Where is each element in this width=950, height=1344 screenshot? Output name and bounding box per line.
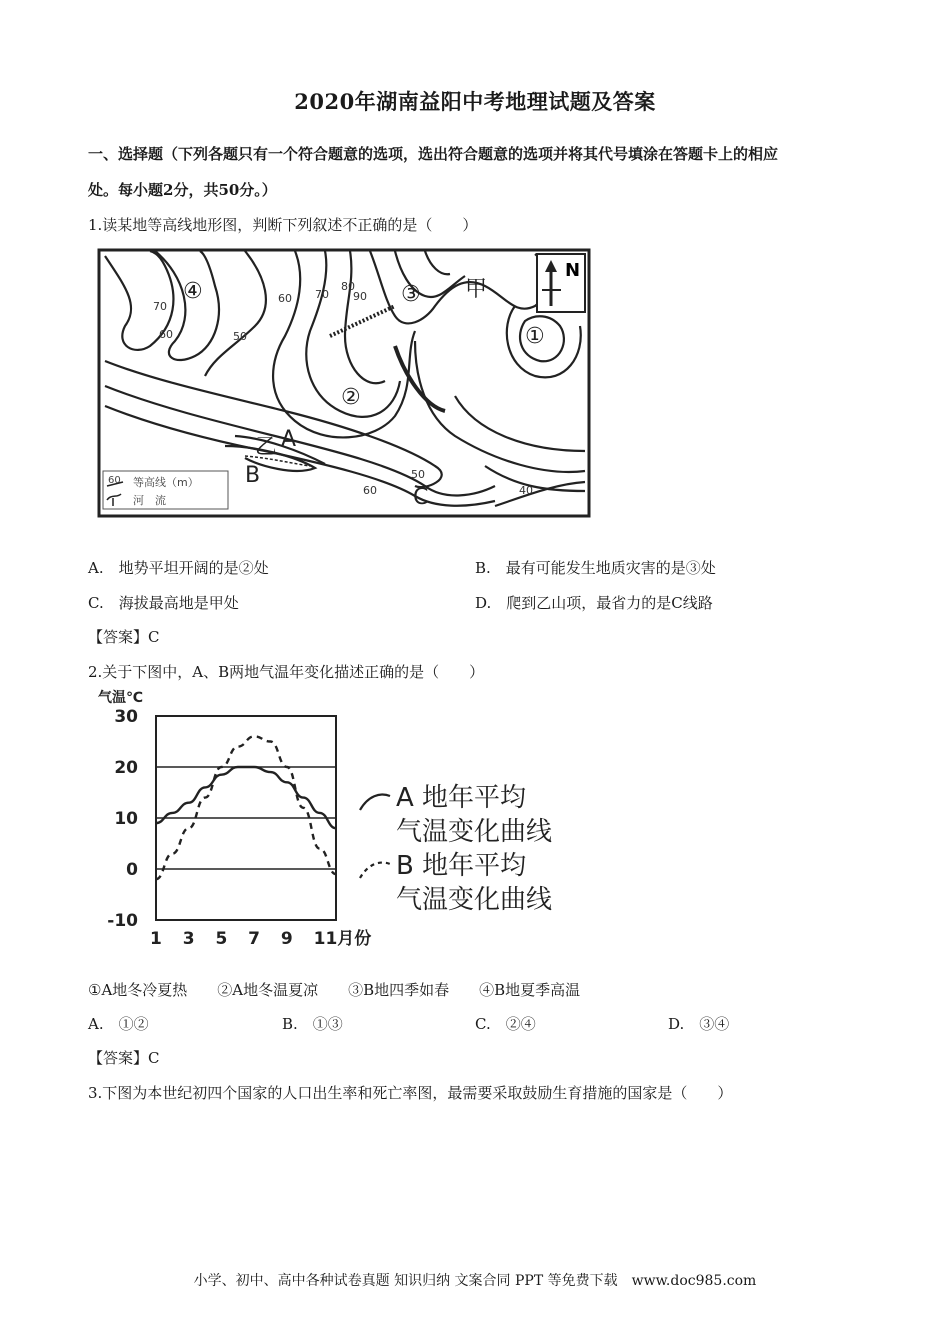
contour-value: 50: [411, 468, 425, 481]
legend-label-line2: 气温变化曲线: [396, 817, 553, 847]
map-label-4: ④: [183, 279, 203, 304]
section-heading-line1: 一、选择题（下列各题只有一个符合题意的选项，选出符合题意的选项并将其代号填涂在答题卡上的相应: [88, 145, 779, 163]
chart-x-tick-label: 7: [248, 929, 261, 949]
contour-value: 60: [159, 328, 173, 341]
map-label-3: ③: [401, 282, 421, 307]
chart-y-tick-label: 30: [114, 707, 138, 727]
chart-x-tick-label: 3: [182, 929, 195, 949]
q2-option-c: C. ②④: [475, 1015, 536, 1033]
legend-contour-label: 等高线（m）: [133, 476, 199, 489]
map-label-jia: 甲: [465, 277, 488, 302]
q2-answer: 【答案】C: [88, 1049, 160, 1067]
map-label-B: B: [245, 463, 261, 488]
map-label-2: ②: [341, 385, 361, 410]
contour-value: 90: [353, 290, 367, 303]
chart-y-axis-label: 气温℃: [98, 690, 143, 706]
legend-label-line1: A 地年平均: [396, 783, 527, 813]
question-3-stem: 3.下图为本世纪初四个国家的人口出生率和死亡率图，最需要采取鼓励生育措施的国家是（ ）: [88, 1084, 733, 1102]
map-label-A: A: [281, 427, 297, 452]
chart-x-tick-label: 11月份: [313, 929, 372, 949]
section-heading-line2: 处。每小题2分，共50分。）: [88, 181, 277, 199]
chart-y-tick-label: 10: [114, 809, 138, 829]
temperature-chart-figure: [88, 688, 608, 958]
contour-value: 60: [363, 484, 377, 497]
question-1-stem: 1.读某地等高线地形图，判断下列叙述不正确的是（ ）: [88, 216, 478, 234]
q1-answer: 【答案】C: [88, 628, 160, 646]
series-b-line: [156, 736, 336, 879]
page-title: 2020年湖南益阳中考地理试题及答案: [294, 89, 656, 114]
contour-value: 80: [341, 280, 355, 293]
legend-swatch-a: [360, 795, 390, 810]
contour-map: [95, 246, 595, 521]
page-footer: 小学、初中、高中各种试卷真题 知识归纳 文案合同 PPT 等免费下载 www.doc985.com: [193, 1273, 757, 1289]
q2-option-a: A. ①②: [88, 1015, 149, 1033]
map-label-1: ①: [525, 324, 545, 349]
map-label-C: C: [413, 485, 429, 510]
chart-x-tick-label: 5: [215, 929, 228, 949]
q2-option-d: D. ③④: [668, 1015, 730, 1033]
contour-map-figure: [95, 246, 595, 521]
north-arrow-label: N: [565, 260, 581, 281]
contour-value: 40: [519, 484, 533, 497]
legend-river-label: 河 流: [133, 494, 166, 507]
chart-y-tick-label: -10: [107, 911, 138, 931]
series-a-line: [156, 767, 336, 828]
temperature-chart: [88, 688, 608, 958]
chart-y-tick-label: 20: [114, 758, 138, 778]
q2-statements: ①A地冬冷夏热 ②A地冬温夏凉 ③B地四季如春 ④B地夏季高温: [88, 981, 581, 999]
q2-option-b: B. ①③: [282, 1015, 343, 1033]
chart-y-tick-label: 0: [126, 860, 138, 880]
question-2-stem: 2.关于下图中，A、B两地气温年变化描述正确的是（ ）: [88, 663, 485, 681]
q1-option-c: C. 海拔最高地是甲处: [88, 594, 239, 612]
contour-value: 70: [153, 300, 167, 313]
q1-option-a: A. 地势平坦开阔的是②处: [88, 559, 269, 577]
contour-value: 50: [233, 330, 247, 343]
chart-x-tick-label: 1: [150, 929, 162, 949]
chart-x-tick-label: 9: [280, 929, 293, 949]
contour-value: 60: [278, 292, 292, 305]
legend-label-line1: B 地年平均: [396, 851, 527, 881]
q1-option-b: B. 最有可能发生地质灾害的是③处: [475, 559, 716, 577]
legend-swatch-b: [360, 863, 390, 878]
map-label-yi: 乙: [255, 435, 278, 460]
legend-contour-sample: 60: [108, 475, 121, 486]
legend-label-line2: 气温变化曲线: [396, 885, 553, 915]
q1-option-d: D. 爬到乙山项，最省力的是C线路: [475, 594, 713, 612]
contour-value: 70: [315, 288, 329, 301]
